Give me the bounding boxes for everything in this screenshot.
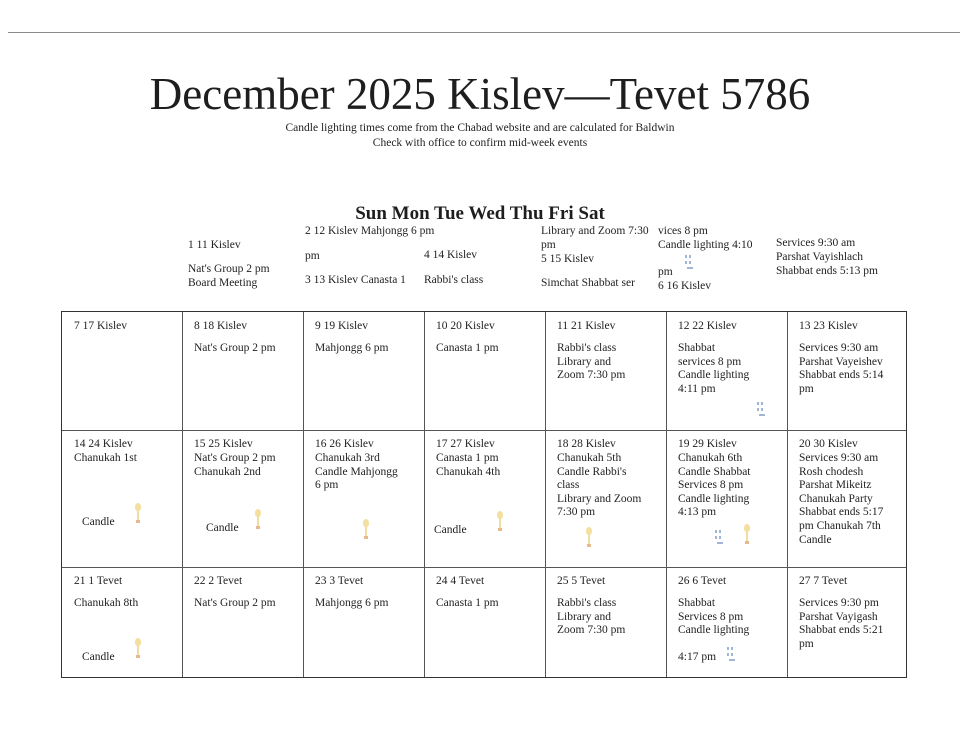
day-events: Services 9:30 am Parshat Vayeishev Shabbat ends 5:14 pm <box>799 342 884 395</box>
week1-fri-pm: pm <box>658 266 673 278</box>
day-cell-mon <box>181 311 302 429</box>
day-date-label: 25 5 Tevet <box>557 575 606 587</box>
day-events: Nat's Group 2 pm <box>194 597 276 609</box>
candle-icon <box>251 509 265 529</box>
menorah-icon <box>713 527 727 547</box>
day-date-label: 16 26 Kislev <box>315 438 374 450</box>
week1-mon-event-2: Board Meeting <box>188 277 258 289</box>
day-date-label: 21 1 Tevet <box>74 575 123 587</box>
day-cell-thu <box>544 429 665 566</box>
candle-label: Candle <box>82 651 115 663</box>
day-events: Services 9:30 pm Parshat Vayigash Shabbat ends 5:21 pm <box>799 597 884 650</box>
day-events: Chanukah 3rd Candle Mahjongg 6 pm <box>315 452 398 492</box>
day-date-label: 7 17 Kislev <box>74 320 128 332</box>
menorah-icon <box>725 644 739 664</box>
day-cell-thu <box>544 566 665 678</box>
day-cell-sat <box>786 311 907 429</box>
day-cell-sun <box>61 566 181 678</box>
subtitle-candle-times: Candle lighting times come from the Chabad website and are calculated for Baldwin <box>285 122 675 134</box>
day-cell-mon <box>181 566 302 678</box>
day-date-label: 15 25 Kislev <box>194 438 253 450</box>
day-events: Rabbi's class Library and Zoom 7:30 pm <box>557 342 626 382</box>
page-title: December 2025 Kislev—Tevet 5786 <box>149 69 811 119</box>
week1-wed-date: 4 14 Kislev <box>424 249 478 261</box>
day-cell-tue <box>302 311 423 429</box>
week1-fri-candle-lighting: Candle lighting 4:10 <box>658 239 753 251</box>
week1-sat-services: Services 9:30 am <box>776 237 856 249</box>
day-cell-mon <box>181 429 302 566</box>
week1-thu-event-2: Simchat Shabbat ser <box>541 277 635 289</box>
day-events: Chanukah 8th <box>74 597 139 609</box>
top-rule <box>8 32 960 33</box>
day-events: Shabbat services 8 pm Candle lighting 4:11 pm <box>678 342 750 395</box>
week1-sat-shabbat-ends: Shabbat ends 5:13 pm <box>776 265 878 277</box>
day-date-label: 26 6 Tevet <box>678 575 727 587</box>
menorah-icon <box>755 399 769 419</box>
day-events: Chanukah 1st <box>74 452 137 464</box>
day-cell-sun <box>61 429 181 566</box>
week1-tue-pm: pm <box>305 250 320 262</box>
day-cell-sat <box>786 429 907 566</box>
day-cell-sat <box>786 566 907 678</box>
week1-thu-date: 5 15 Kislev <box>541 253 595 265</box>
menorah-icon <box>683 252 697 272</box>
day-cell-tue <box>302 429 423 566</box>
week1-thu-pm: pm <box>541 239 556 251</box>
day-cell-wed <box>423 311 544 429</box>
subtitle-office-note: Check with office to confirm mid-week events <box>372 137 588 149</box>
day-date-label: 27 7 Tevet <box>799 575 848 587</box>
day-events: Mahjongg 6 pm <box>315 597 389 609</box>
candle-icon <box>131 638 145 658</box>
week1-mon-event: Nat's Group 2 pm <box>188 263 270 275</box>
day-date-label: 8 18 Kislev <box>194 320 248 332</box>
candle-icon <box>582 527 596 547</box>
day-date-label: 22 2 Tevet <box>194 575 243 587</box>
day-date-label: 9 19 Kislev <box>315 320 369 332</box>
weekday-header: Sun Mon Tue Wed Thu Fri Sat <box>355 203 605 224</box>
day-date-label: 11 21 Kislev <box>557 320 616 332</box>
day-cell-wed <box>423 566 544 678</box>
day-date-label: 20 30 Kislev <box>799 438 858 450</box>
day-events: Canasta 1 pm Chanukah 4th <box>436 452 501 478</box>
day-date-label: 23 3 Tevet <box>315 575 364 587</box>
week1-wed-event: Rabbi's class <box>424 274 484 286</box>
day-cell-sun <box>61 311 181 429</box>
day-events: Chanukah 5th Candle Rabbi's class Library and Zoom 7:30 pm <box>557 452 642 519</box>
day-date-label: 13 23 Kislev <box>799 320 858 332</box>
week1-mon-date: 1 11 Kislev <box>188 239 241 251</box>
day-cell-wed <box>423 429 544 566</box>
candle-icon <box>740 524 754 544</box>
day-date-label: 24 4 Tevet <box>436 575 485 587</box>
week1-fri-date: 6 16 Kislev <box>658 280 712 292</box>
day-events: Rabbi's class Library and Zoom 7:30 pm <box>557 597 626 637</box>
day-date-label: 14 24 Kislev <box>74 438 133 450</box>
candle-icon <box>131 503 145 523</box>
day-events: Canasta 1 pm <box>436 342 499 354</box>
day-events: Services 9:30 am Rosh chodesh Parshat Mikeitz Chanukah Party Shabbat ends 5:17 pm Chanukah 7th Candle <box>799 452 884 546</box>
candle-icon <box>359 519 373 539</box>
day-events: Chanukah 6th Candle Shabbat Services 8 pm Candle lighting 4:13 pm <box>678 452 751 519</box>
day-events: Shabbat Services 8 pm Candle lighting 4:17 pm <box>678 597 750 664</box>
day-cell-tue <box>302 566 423 678</box>
day-date-label: 17 27 Kislev <box>436 438 495 450</box>
week1-tue-date: 2 12 Kislev Mahjongg 6 pm <box>305 225 435 237</box>
day-events: Nat's Group 2 pm Chanukah 2nd <box>194 452 276 478</box>
week1-tue-event: 3 13 Kislev Canasta 1 <box>305 274 406 286</box>
day-events: Mahjongg 6 pm <box>315 342 389 354</box>
week1-sat-parsha: Parshat Vayishlach <box>776 251 863 263</box>
candle-label: Candle <box>206 522 239 534</box>
day-date-label: 12 22 Kislev <box>678 320 737 332</box>
candle-icon <box>493 511 507 531</box>
week1-thu-event: Library and Zoom 7:30 <box>541 225 649 237</box>
day-events: Canasta 1 pm <box>436 597 499 609</box>
day-date-label: 18 28 Kislev <box>557 438 616 450</box>
day-events: Nat's Group 2 pm <box>194 342 276 354</box>
day-date-label: 10 20 Kislev <box>436 320 495 332</box>
day-cell-thu <box>544 311 665 429</box>
day-date-label: 19 29 Kislev <box>678 438 737 450</box>
candle-label: Candle <box>82 516 115 528</box>
week1-thu-services: vices 8 pm <box>658 225 708 237</box>
candle-label: Candle <box>434 524 467 536</box>
